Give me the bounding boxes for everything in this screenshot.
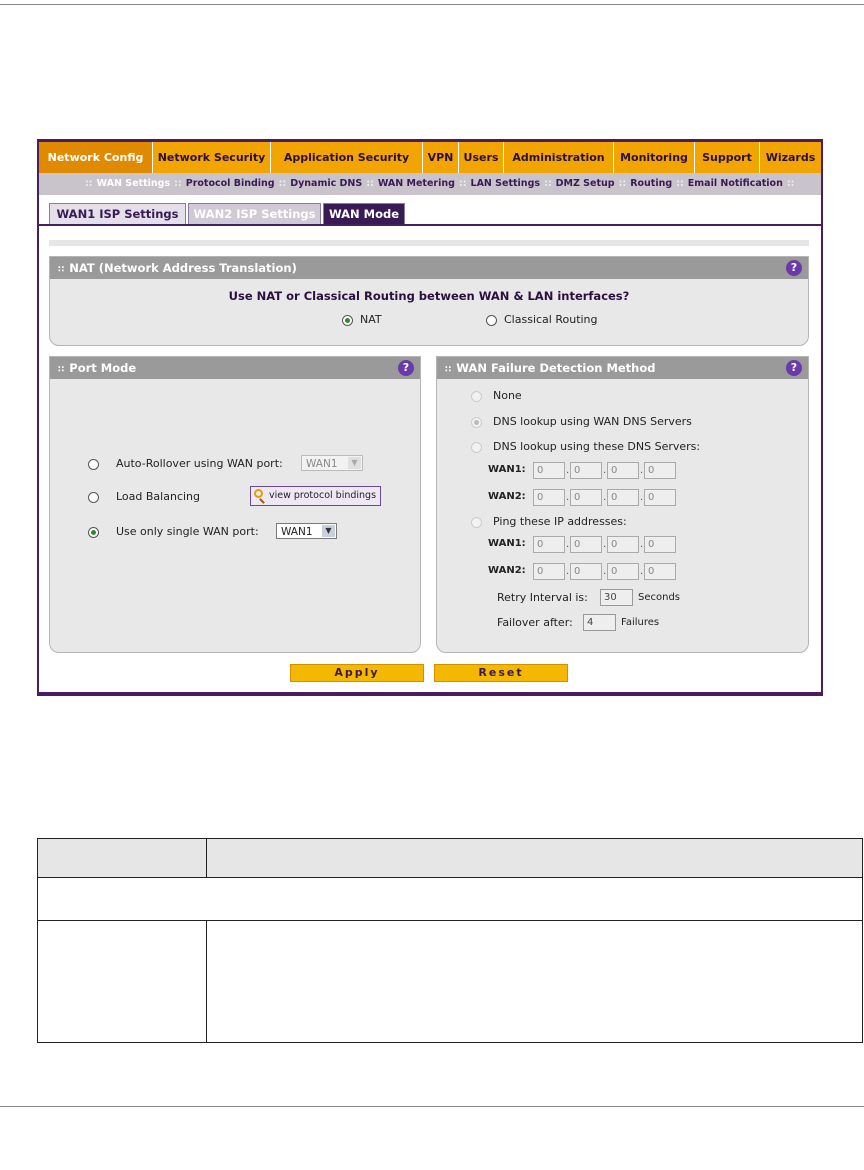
classical-routing-label: Classical Routing (504, 313, 598, 326)
subnav-protocol-binding[interactable]: Protocol Binding (185, 178, 275, 189)
nat-panel-title: NAT (Network Address Translation) (69, 261, 297, 275)
subnav-dynamic-dns[interactable]: Dynamic DNS (290, 178, 363, 189)
wan-failure-header (437, 357, 808, 379)
nat-option-label: NAT (360, 313, 382, 326)
dns-wan1-label: WAN1: (488, 464, 526, 475)
dot-separator: . (566, 566, 570, 577)
ping-wan1-octet-1[interactable]: 0 (533, 536, 565, 553)
table-cell (207, 921, 863, 1043)
nav-users[interactable]: Users (459, 142, 504, 173)
dot-separator: . (603, 465, 607, 476)
grip-icon: ∷ (58, 365, 64, 375)
dot-separator: . (603, 566, 607, 577)
none-label: None (493, 389, 522, 402)
chevron-down-icon: ▼ (322, 525, 335, 537)
help-icon[interactable]: ? (398, 360, 414, 376)
wan-failure-panel (436, 356, 809, 653)
nav-support[interactable]: Support (695, 142, 760, 173)
dot-separator: . (640, 465, 644, 476)
view-protocol-bindings-label: view protocol bindings (269, 490, 377, 501)
chevron-down-icon: ▼ (348, 457, 361, 469)
ping-wan1-octet-2[interactable]: 0 (570, 536, 602, 553)
table-section-cell (38, 878, 863, 921)
ping-wan2-label: WAN2: (488, 565, 526, 576)
port-mode-title: Port Mode (69, 361, 137, 375)
apply-button[interactable]: Apply (290, 664, 424, 682)
classical-routing-radio[interactable] (486, 315, 497, 326)
port-mode-panel (49, 356, 421, 653)
subnav-wan-settings[interactable]: WAN Settings (96, 178, 171, 189)
dns-wan2-octet-1[interactable]: 0 (533, 489, 565, 506)
screenshot-frame (37, 139, 823, 696)
single-wan-port-radio[interactable] (88, 527, 99, 538)
nat-radio[interactable] (342, 315, 353, 326)
help-icon[interactable]: ? (786, 260, 802, 276)
top-nav (39, 142, 821, 173)
dot-separator: . (566, 539, 570, 550)
nav-monitoring[interactable]: Monitoring (614, 142, 695, 173)
page-bottom-rule (0, 1106, 864, 1107)
page-top-rule (0, 4, 864, 5)
dns-wan1-octet-2[interactable]: 0 (570, 462, 602, 479)
tab-wan1-isp-settings[interactable]: WAN1 ISP Settings (49, 203, 186, 224)
nat-panel (49, 256, 809, 346)
dot-separator: . (640, 566, 644, 577)
dot-separator: . (603, 539, 607, 550)
single-wan-port-select[interactable] (276, 523, 337, 539)
failover-input[interactable]: 4 (583, 614, 616, 631)
dns-wan2-octet-3[interactable]: 0 (607, 489, 639, 506)
table-cell (38, 921, 207, 1043)
dns-these-servers-radio[interactable] (471, 442, 482, 453)
subnav-dmz-setup[interactable]: DMZ Setup (555, 178, 615, 189)
table-row (38, 921, 863, 1043)
dot-separator: . (566, 465, 570, 476)
dns-wan2-octet-2[interactable]: 0 (570, 489, 602, 506)
nat-panel-header (50, 257, 808, 279)
view-protocol-bindings-button[interactable] (250, 486, 381, 506)
failover-unit: Failures (621, 617, 660, 628)
nav-network-config[interactable]: Network Config (39, 142, 153, 173)
help-icon[interactable]: ? (786, 360, 802, 376)
retry-interval-unit: Seconds (638, 592, 681, 603)
subnav-wan-metering[interactable]: WAN Metering (377, 178, 455, 189)
table-section-row (38, 878, 863, 921)
grip-icon: ∷ (445, 365, 451, 375)
dns-wan1-octet-1[interactable]: 0 (533, 462, 565, 479)
table-header-cell (38, 839, 207, 878)
dot-separator: . (640, 539, 644, 550)
nav-network-security[interactable]: Network Security (153, 142, 271, 173)
retry-interval-label: Retry Interval is: (497, 591, 588, 604)
ping-wan1-octet-4[interactable]: 0 (644, 536, 676, 553)
auto-rollover-select[interactable] (301, 455, 363, 471)
ping-wan1-octet-3[interactable]: 0 (607, 536, 639, 553)
table-header-row (38, 839, 863, 878)
magnifier-icon (254, 489, 263, 498)
load-balancing-label: Load Balancing (116, 490, 200, 503)
none-radio[interactable] (471, 391, 482, 402)
ping-wan2-octet-4[interactable]: 0 (644, 563, 676, 580)
nav-administration[interactable]: Administration (504, 142, 614, 173)
tab-bar (39, 195, 821, 224)
port-mode-header (50, 357, 420, 379)
tab-wan2-isp-settings[interactable]: WAN2 ISP Settings (188, 203, 321, 224)
single-wan-port-label: Use only single WAN port: (116, 525, 259, 538)
ping-wan2-octet-2[interactable]: 0 (570, 563, 602, 580)
dns-wan1-octet-3[interactable]: 0 (607, 462, 639, 479)
subnav-routing[interactable]: Routing (630, 178, 673, 189)
ping-wan1-label: WAN1: (488, 538, 526, 549)
dns-wan2-octet-4[interactable]: 0 (644, 489, 676, 506)
auto-rollover-label: Auto-Rollover using WAN port: (116, 457, 283, 470)
wan-failure-title: WAN Failure Detection Method (456, 361, 656, 375)
single-wan-port-select-value: WAN1 (281, 526, 313, 538)
table-header-cell (207, 839, 863, 878)
main-content (39, 224, 821, 692)
dns-wan2-label: WAN2: (488, 491, 526, 502)
ping-ip-label: Ping these IP addresses: (493, 515, 627, 528)
dot-separator: . (603, 492, 607, 503)
dns-wan1-octet-4[interactable]: 0 (644, 462, 676, 479)
retry-interval-input[interactable]: 30 (600, 589, 633, 606)
sub-nav: :: WAN Settings :: Protocol Binding :: Dynamic DNS :: WAN Metering :: LAN Settings :: DMZ Setup :: Routing :: Email Notification :: (39, 173, 821, 195)
divider (49, 240, 809, 246)
dot-separator: . (640, 492, 644, 503)
nav-vpn[interactable]: VPN (423, 142, 459, 173)
dns-wan-servers-radio[interactable] (471, 417, 482, 428)
load-balancing-radio[interactable] (88, 492, 99, 503)
auto-rollover-select-value: WAN1 (306, 458, 338, 470)
nav-wizards[interactable]: Wizards (765, 151, 816, 164)
subnav-lan-settings[interactable]: LAN Settings (470, 178, 541, 189)
dns-wan-servers-label: DNS lookup using WAN DNS Servers (493, 415, 692, 428)
reset-button[interactable]: Reset (434, 664, 568, 682)
grip-icon: ∷ (58, 265, 64, 275)
nat-question: Use NAT or Classical Routing between WAN & LAN interfaces? (228, 289, 630, 303)
ping-wan2-octet-1[interactable]: 0 (533, 563, 565, 580)
tab-wan-mode[interactable]: WAN Mode (323, 203, 405, 224)
dot-separator: . (566, 492, 570, 503)
failover-label: Failover after: (497, 616, 573, 629)
ping-ip-radio[interactable] (471, 517, 482, 528)
nav-application-security[interactable]: Application Security (271, 142, 423, 173)
document-table (37, 838, 863, 1043)
ping-wan2-octet-3[interactable]: 0 (607, 563, 639, 580)
dns-these-servers-label: DNS lookup using these DNS Servers: (493, 440, 701, 453)
subnav-email-notification[interactable]: Email Notification (687, 178, 783, 189)
auto-rollover-radio[interactable] (88, 459, 99, 470)
